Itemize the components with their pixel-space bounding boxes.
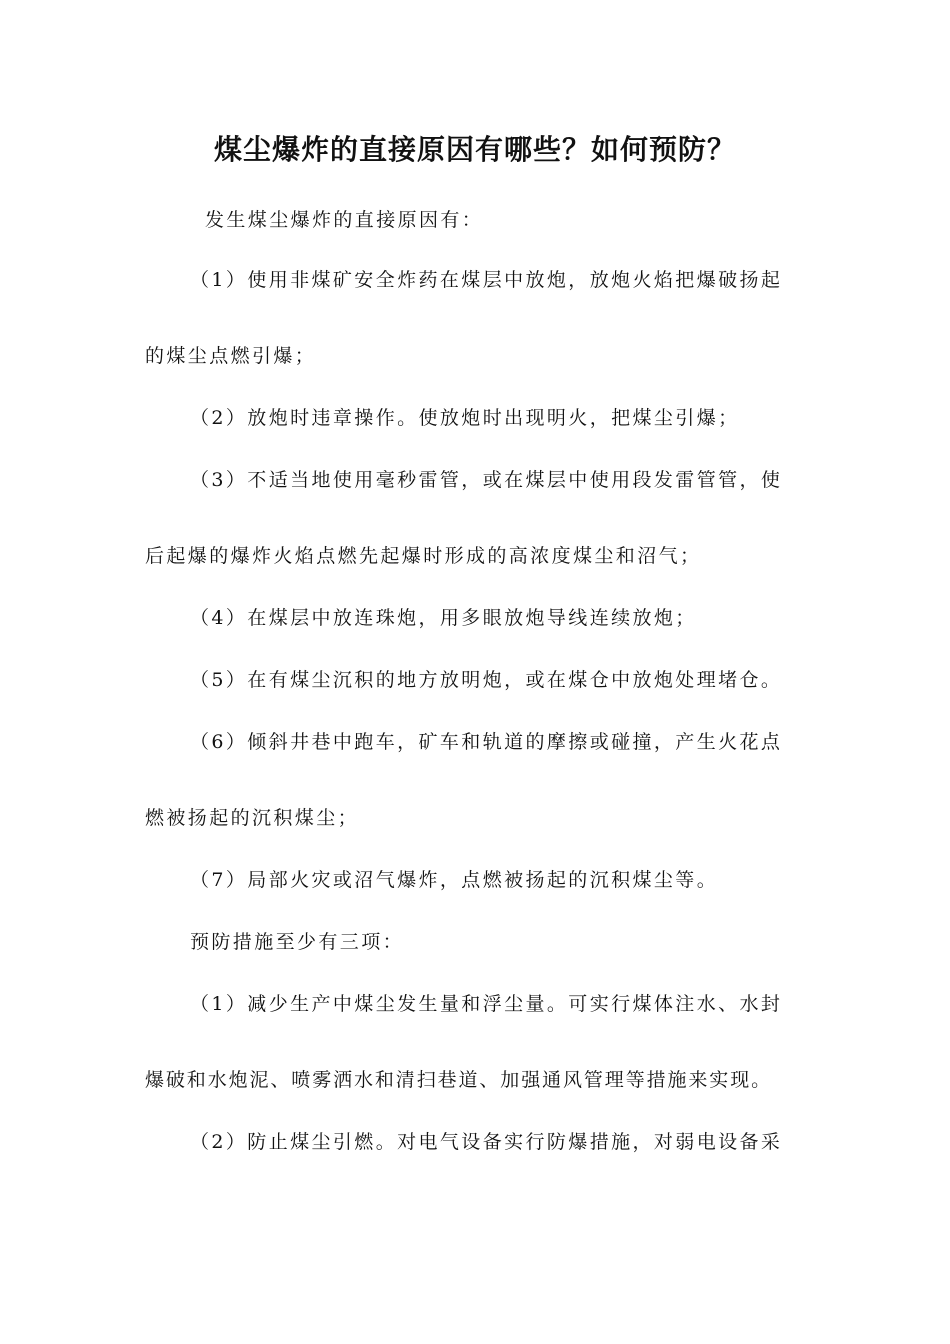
paragraph-line-cause-1b: 的煤尘点燃引爆；: [145, 345, 317, 367]
paragraph-line-cause-2: （2）放炮时违章操作。使放炮时出现明火，把煤尘引爆；: [190, 407, 740, 429]
paragraph-line-cause-7: （7）局部火灾或沼气爆炸，点燃被扬起的沉积煤尘等。: [190, 869, 719, 891]
paragraph-line-cause-3a: （3）不适当地使用毫秒雷管，或在煤层中使用段发雷管管，使: [190, 469, 783, 491]
paragraph-line-cause-intro: 发生煤尘爆炸的直接原因有：: [205, 209, 484, 231]
paragraph-line-cause-1a: （1）使用非煤矿安全炸药在煤层中放炮，放炮火焰把爆破扬起: [190, 269, 783, 291]
paragraph-line-cause-4: （4）在煤层中放连珠炮，用多眼放炮导线连续放炮；: [190, 607, 697, 629]
paragraph-line-prevention-intro: 预防措施至少有三项：: [190, 931, 405, 953]
page-title: 煤尘爆炸的直接原因有哪些？如何预防？: [213, 133, 736, 166]
paragraph-line-cause-3b: 后起爆的爆炸火焰点燃先起爆时形成的高浓度煤尘和沼气；: [145, 545, 702, 567]
paragraph-line-cause-6b: 燃被扬起的沉积煤尘；: [145, 807, 360, 829]
paragraph-line-cause-5: （5）在有煤尘沉积的地方放明炮，或在煤仓中放炮处理堵仓。: [190, 669, 783, 691]
paragraph-line-cause-6a: （6）倾斜井巷中跑车，矿车和轨道的摩擦或碰撞，产生火花点: [190, 731, 783, 753]
paragraph-line-prevention-2a: （2）防止煤尘引燃。对电气设备实行防爆措施，对弱电设备采: [190, 1131, 783, 1153]
paragraph-line-prevention-1b: 爆破和水炮泥、喷雾洒水和清扫巷道、加强通风管理等措施来实现。: [145, 1069, 773, 1091]
paragraph-line-prevention-1a: （1）减少生产中煤尘发生量和浮尘量。可实行煤体注水、水封: [190, 993, 783, 1015]
